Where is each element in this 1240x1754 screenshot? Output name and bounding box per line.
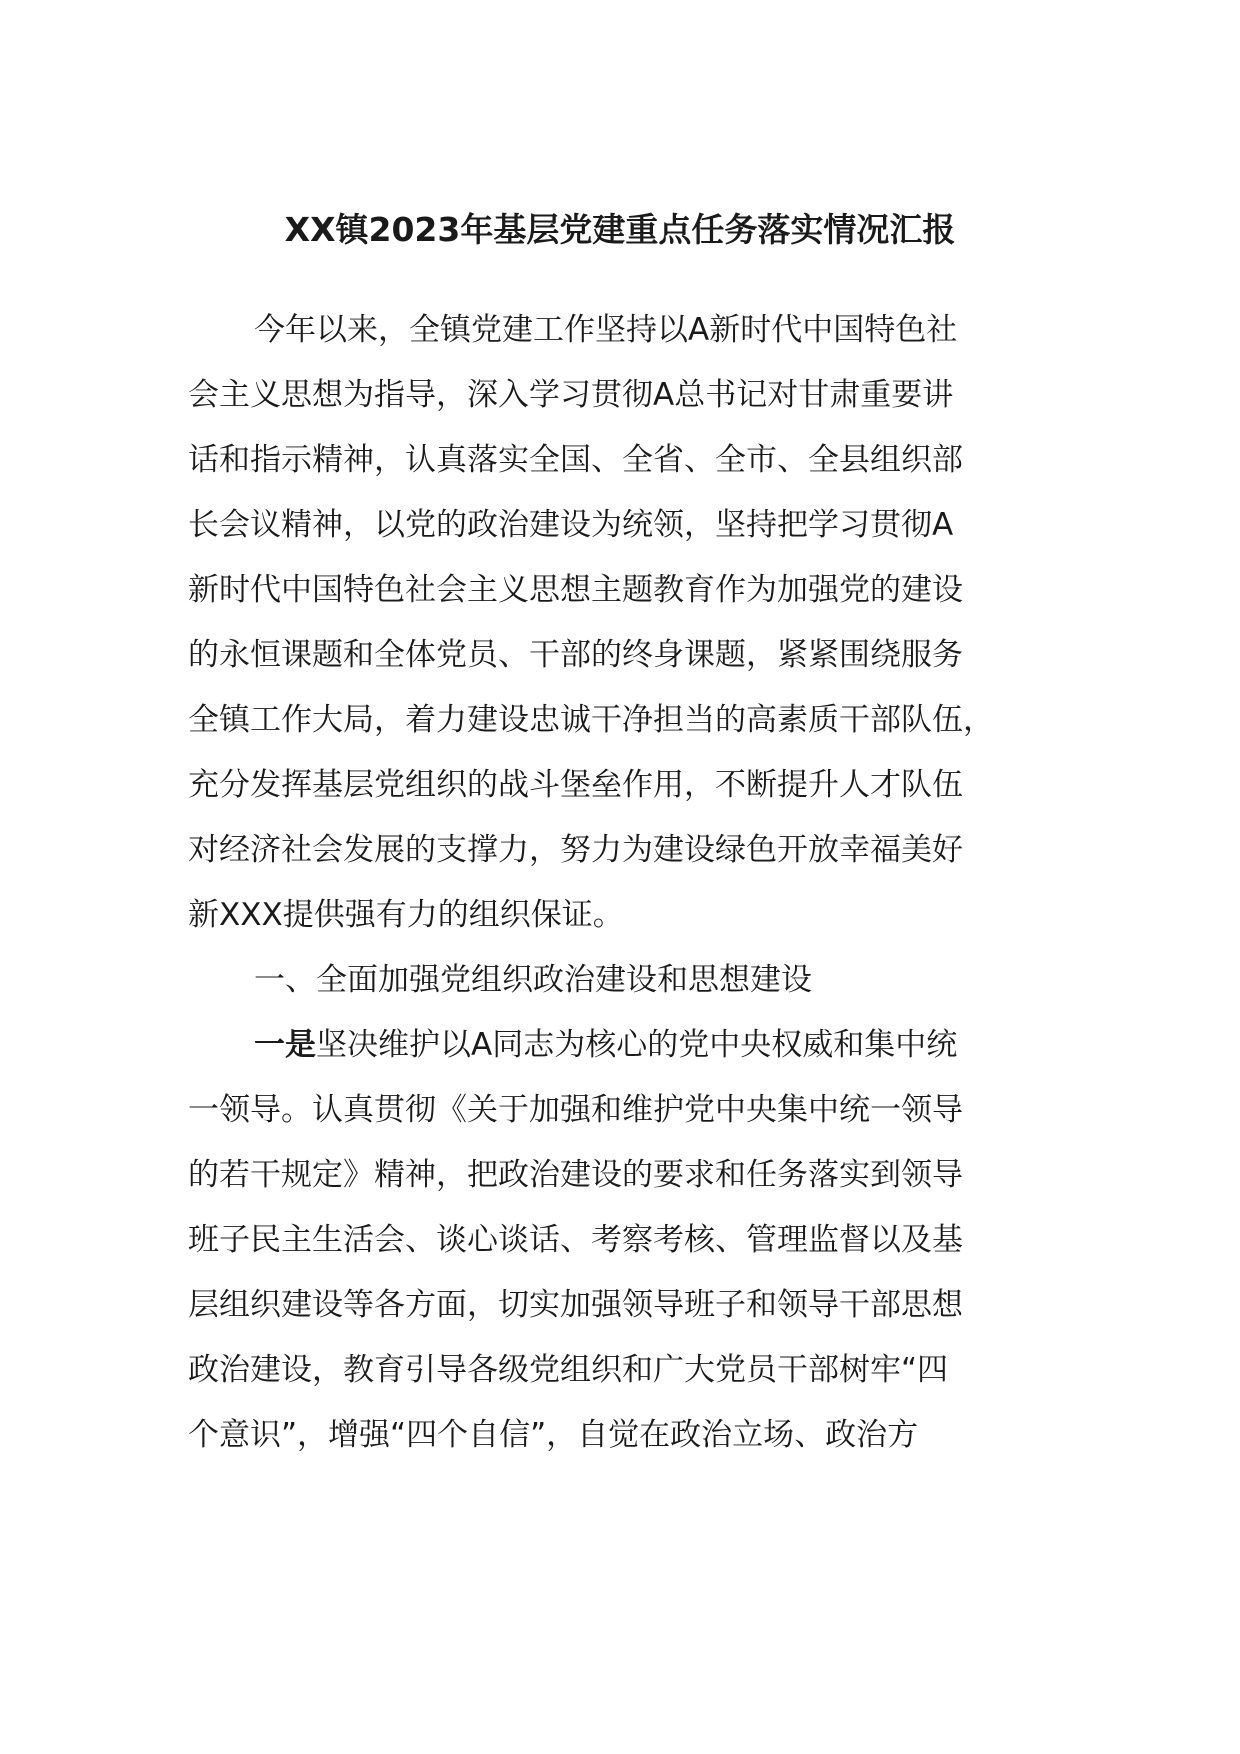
line-text: 的永恒课题和全体党员、干部的终身课题，紧紧围绕服务 [188,637,963,673]
line-text: 会主义思想为指导，深入学习贯彻A总书记对甘肃重要讲 [188,377,954,413]
text-line [188,1338,1068,1403]
text-line [188,1273,1068,1338]
line-text: 对经济社会发展的支撑力，努力为建设绿色开放幸福美好 [188,832,963,868]
text-line [188,1078,1068,1143]
text-line [188,298,1068,363]
text-line [188,428,1068,493]
text-line [188,493,1068,558]
line-text: 今年以来，全镇党建工作坚持以A新时代中国特色社 [254,312,958,348]
text-line [188,753,1068,818]
line-text: 话和指示精神，认真落实全国、全省、全市、全县组织部 [188,442,963,478]
section-heading [188,948,1068,1013]
text-line [188,1403,1068,1468]
text-line [188,558,1068,623]
lead-phrase: 一是 [254,1027,316,1063]
text-line [188,688,1068,753]
section-heading-text: 一、全面加强党组织政治建设和思想建设 [254,962,812,998]
line-text: 新XXX提供强有力的组织保证。 [188,897,624,933]
text-line [188,1013,1068,1078]
line-text: 长会议精神，以党的政治建设为统领，坚持把学习贯彻A [188,507,954,543]
text-line [188,623,1068,688]
line-text: 个意识”，增强“四个自信”，自觉在政治立场、政治方 [188,1417,919,1453]
line-text: 层组织建设等各方面，切实加强领导班子和领导干部思想 [188,1287,963,1323]
line-text: 的若干规定》精神，把政治建设的要求和任务落实到领导 [188,1157,963,1193]
line-text: 新时代中国特色社会主义思想主题教育作为加强党的建设 [188,572,963,608]
line-text: 坚决维护以A同志为核心的党中央权威和集中统 [316,1027,958,1063]
text-line [188,883,1068,948]
line-text: 全镇工作大局，着力建设忠诚干净担当的高素质干部队伍， [188,702,994,738]
text-line [188,1208,1068,1273]
line-text: 班子民主生活会、谈心谈话、考察考核、管理监督以及基 [188,1222,963,1258]
text-line [188,818,1068,883]
text-line [188,363,1068,428]
document-body [188,298,1068,1468]
line-text: 政治建设，教育引导各级党组织和广大党员干部树牢“四 [188,1352,949,1388]
page-title: XX镇2023年基层党建重点任务落实情况汇报 [284,210,956,249]
line-text: 充分发挥基层党组织的战斗堡垒作用，不断提升人才队伍 [188,767,963,803]
line-text: 一领导。认真贯彻《关于加强和维护党中央集中统一领导 [188,1092,963,1128]
text-line [188,1143,1068,1208]
